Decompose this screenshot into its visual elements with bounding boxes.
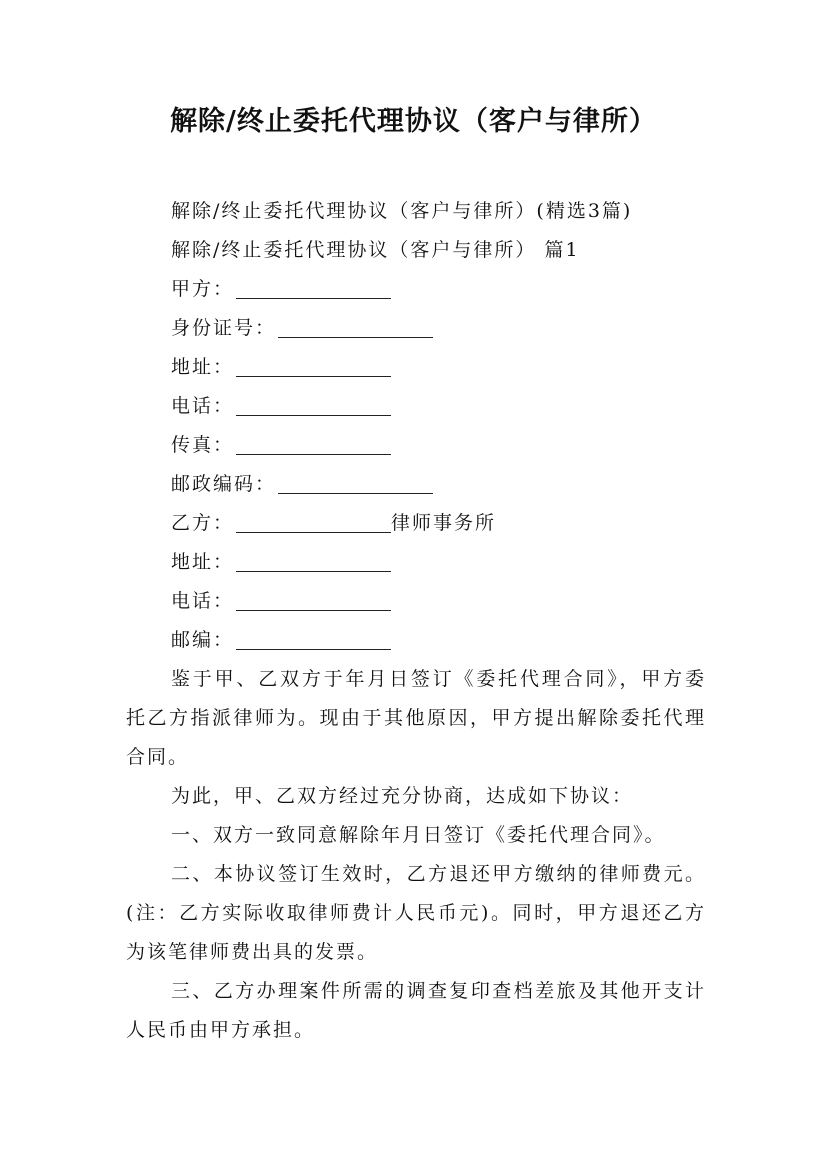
paragraph-clause-1: 一、双方一致同意解除年月日签订《委托代理合同》。 (171, 824, 666, 846)
party-a-phone-label: 电话： (171, 395, 235, 417)
party-a-id-line (126, 309, 706, 348)
party-a-fax-line (126, 426, 706, 465)
party-a-name-line (126, 270, 706, 309)
party-a-phone-line (126, 387, 706, 426)
paragraph-clause-3: 三、乙方办理案件所需的调查复印查档差旅及其他开支计人民币由甲方承担。 (126, 980, 706, 1041)
party-b-postcode-line (126, 621, 706, 660)
party-b-postcode-label: 邮编： (171, 629, 235, 651)
party-a-postcode-blank (278, 469, 433, 494)
party-b-phone-label: 电话： (171, 590, 235, 612)
party-a-postcode-label: 邮政编码： (171, 473, 277, 495)
party-a-phone-blank (236, 391, 391, 416)
party-b-name-suffix: 律师事务所 (391, 512, 497, 534)
party-b-phone-line (126, 582, 706, 621)
party-a-address-blank (236, 352, 391, 377)
party-b-name-line (126, 504, 706, 543)
party-a-name-blank (236, 274, 391, 299)
party-b-phone-blank (236, 586, 391, 611)
party-b-address-label: 地址： (171, 551, 235, 573)
section-heading: 解除/终止委托代理协议（客户与律所） 篇1 (171, 239, 580, 261)
party-a-name-label: 甲方： (171, 278, 235, 300)
party-a-id-label: 身份证号： (171, 317, 277, 339)
paragraph-agreement-intro: 为此，甲、乙双方经过充分协商，达成如下协议： (171, 785, 634, 807)
party-a-fax-blank (236, 430, 391, 455)
party-b-name-blank (236, 508, 391, 533)
party-a-address-label: 地址： (171, 356, 235, 378)
document-body (126, 192, 706, 1050)
party-b-address-blank (236, 547, 391, 572)
party-a-postcode-line (126, 465, 706, 504)
party-a-address-line (126, 348, 706, 387)
document-title: 解除/终止委托代理协议（客户与律所） (170, 106, 657, 137)
party-a-fax-label: 传真： (171, 434, 235, 456)
paragraph-clause-2: 二、本协议签订生效时，乙方退还甲方缴纳的律师费元。(注：乙方实际收取律师费计人民币元)。同时，甲方退还乙方为该笔律师费出具的发票。 (126, 863, 706, 963)
document-subtitle: 解除/终止委托代理协议（客户与律所）(精选3篇) (171, 200, 633, 222)
party-b-name-label: 乙方： (171, 512, 235, 534)
party-b-address-line (126, 543, 706, 582)
paragraph-recital: 鉴于甲、乙双方于年月日签订《委托代理合同》，甲方委托乙方指派律师为。现由于其他原因，甲方提出解除委托代理合同。 (126, 668, 706, 768)
party-b-postcode-blank (236, 625, 391, 650)
party-a-id-blank (278, 313, 433, 338)
